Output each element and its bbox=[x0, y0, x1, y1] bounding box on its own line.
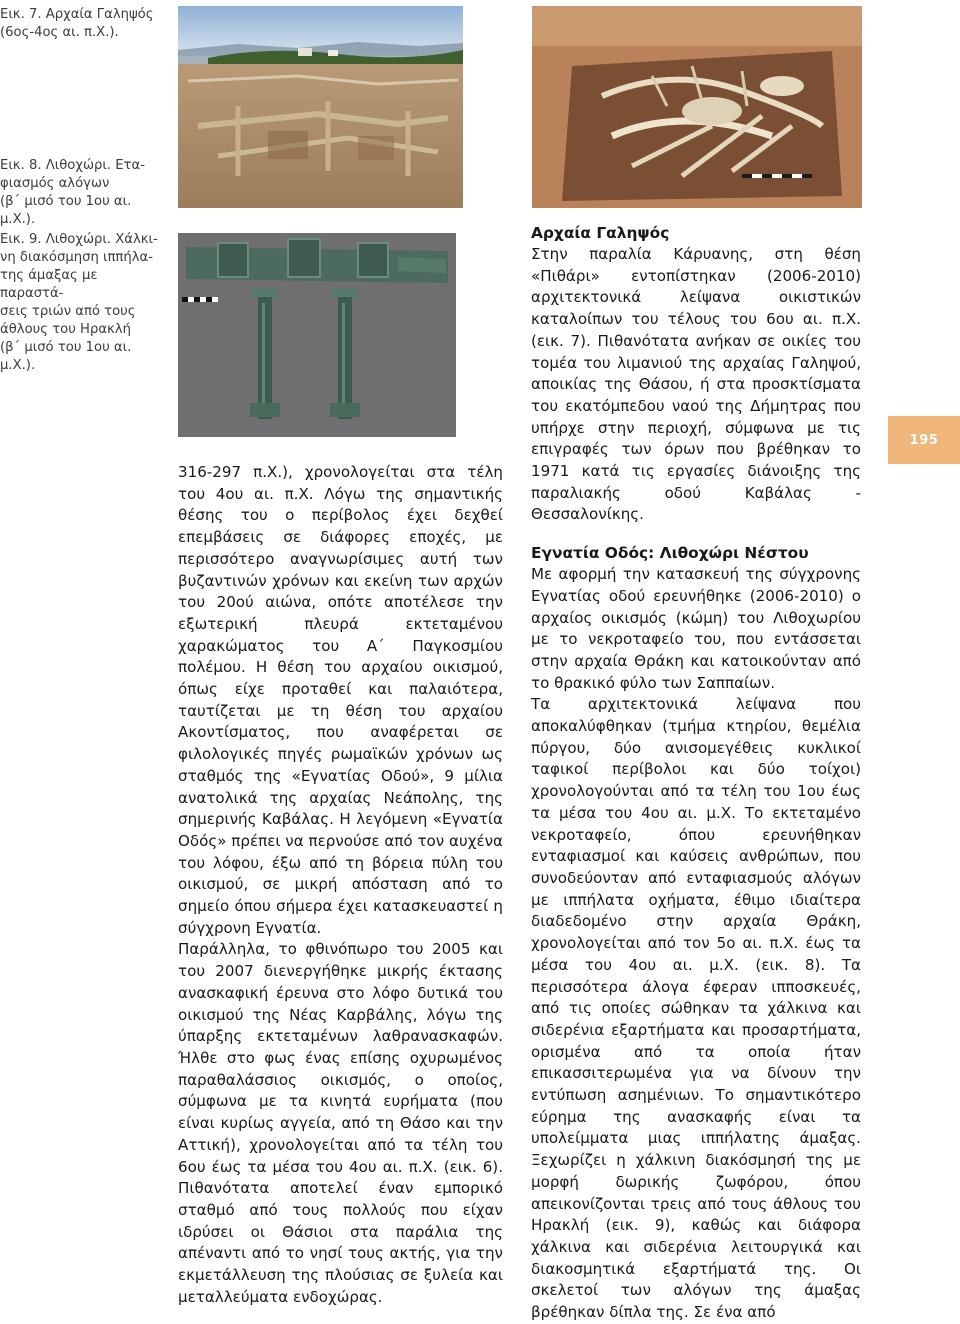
excavation-photo bbox=[178, 6, 463, 208]
section-heading-egnatia: Εγνατία Οδός: Λιθοχώρι Νέστου bbox=[531, 544, 809, 563]
body-paragraph: Στην παραλία Κάρυανης, στη θέση «Πιθάρι» εντοπίστηκαν (2006-2010) αρχιτεκτονικά λείψανα οικιστικών καταλοίπων του τέλους του 6ου αι. π.Χ. (εικ. 7). Πιθανότατα ανήκαν σε οικίες του τομέα του λιμανιού της αρχαίας Γαληψού, αποικίας της Θάσου, ή στα προσκτίσματα του εκατόμπεδου ναού της Δήμητρας που υπήρχε στην περιοχή, σύμφωνα με τις επιγραφές των όρων που βρέθηκαν το 1971 κατά τις εργασίες διάνοιξης της παραλιακής οδού Καβάλας - Θεσσαλονίκης. bbox=[531, 245, 861, 524]
section-heading-galipsos: Αρχαία Γαληψός bbox=[531, 224, 670, 242]
middle-text-column bbox=[178, 462, 503, 1308]
horse-burial-photo bbox=[532, 6, 862, 208]
body-paragraph: Τα αρχιτεκτονικά λείψανα που αποκαλύφθηκαν (τμήμα κτηρίου, θεμέλια πύργου, δύο ανισομεγέθεις κυκλικοί ταφικοί περίβολοι και δύο τοίχοι) χρονολογούνται από τα τέλη του 1ου έως τα μέσα του 4ου αι. μ.Χ. Το εκτεταμένο νεκροταφείο, όπου ερευνήθηκαν ενταφιασμοί και καύσεις ανθρώπων, που συνοδεύονταν από ενταφιασμούς αλόγων με ιππήλατα οχήματα, έθιμο ιδιαίτερα διαδεδομένο στην αρχαία Θράκη, χρονολογείται από τον 5ο αι. π.Χ. έως τα μέσα του 4ου αι. μ.Χ. (εικ. 8). Τα περισσότερα άλογα έφεραν ιπποσκευές, από τις οποίες σώθηκαν τα χάλκινα και σιδερένια εξαρτήματα και προσαρτήματα, ορισμένα από τα οποία ήταν επικασσιτερωμένα για να δίνουν την εντύπωση ασημένιων. Το σημαντικότερο εύρημα της ανασκαφής είναι τα υπολείμματα μιας ιππήλατης άμαξας. Ξεχωρίζει η χάλκινη διακόσμησή της με μορφή δωρικής ζωφόρου, όπου απεικονίζονται τρεις από τους άθλους του Ηρακλή (εικ. 9), καθώς και διάφορα χάλκινα και σιδερένια λειτουργικά και διακοσμητικά εξαρτήματά της. Οι σκελετοί των αλόγων της άμαξας βρέθηκαν δίπλα της. Σε ένα από bbox=[531, 695, 861, 1322]
body-paragraph: Με αφορμή την κατασκευή της σύγχρονης Εγνατίας οδού ερευνήθηκε (2006-2010) ο αρχαίος οικισμός (κώμη) του Λιθοχωρίου με το νεκροταφείο του, που εντάσσεται στην αρχαία Θράκη και κατοικούνταν από το θρακικό φύλο των Σαππαίων. bbox=[531, 565, 861, 692]
body-paragraph: 316-297 π.Χ.), χρονολογείται στα τέλη του 4ου αι. π.Χ. Λόγω της σημαντικής θέσης του ο περίβολος έχει δεχθεί επεμβάσεις σε διάφορες εποχές, με περισσότερο αναγνωρίσιμες αυτή των βυζαντινών χρόνων και εκείνη των αρχών του 20ού αιώνα, οπότε αποτέλεσε την εξωτερική πλευρά εκτεταμένου χαρακώματος του Α΄ Παγκοσμίου πολέμου. Η θέση του αρχαίου οικισμού, όπως είχε προταθεί και παλαιότερα, ταυτίζεται με τη θέση του αρχαίου Ακοντίσματος, που αναφέρεται σε φιλολογικές πηγές ρωμαϊκών χρόνων ως σταθμός της «Εγνατίας Οδού», 9 μίλια ανατολικά της αρχαίας Νεάπολης, της σημερινής Καβάλας. Η λεγόμενη «Εγνατία Οδός» πρέπει να περνούσε από τον αυχένα του λόφου, έξω από τη βόρεια πύλη του οικισμού, σε μικρή απόσταση από το σημείο όπου σήμερα έχει κατασκευαστεί η σύγχρονη Εγνατία. bbox=[178, 463, 503, 937]
figure-9-caption: Εικ. 9. Λιθοχώρι. Χάλκι- νη διακόσμηση ιππήλα- της άμαξας με παραστά- σεις τριών από τους άθλους του Ηρακλή (β΄ μισό του 1ου αι. μ.Χ.). bbox=[0, 232, 158, 373]
body-paragraph: Παράλληλα, το φθινόπωρο του 2005 και του 2007 διενεργήθηκε μικρής έκτασης ανασκαφική έρευνα στο λόφο δυτικά του οικισμού της Νέας Καρβάλης, λόγω της ύπαρξης εκτεταμένων λαθρανασκαφών. Ήλθε στο φως ένας επίσης οχυρωμένος παραθαλάσσιος οικισμός, ο οποίος, σύμφωνα με τα κινητά ευρήματα (που είναι κυρίως αγγεία, από τη Θάσο και την Αττική), χρονολογείται από τα τέλη του 6ου έως τα μέσα του 4ου αι. π.Χ. (εικ. 6). Πιθανότατα αποτελεί έναν εμπορικό σταθμό από τους πολλούς που είχαν ιδρύσει οι Θάσιοι στα παράλια της απέναντι από το νησί τους ακτής, για την εκμετάλλευση της πλούσιας σε ξυλεία και μεταλλεύματα ενδοχώρας. bbox=[178, 940, 503, 1306]
figure-8-caption: Εικ. 8. Λιθοχώρι. Ετα- φιασμός αλόγων (β΄ μισό του 1ου αι. μ.Χ.). bbox=[0, 158, 145, 227]
right-text-column bbox=[531, 222, 861, 1324]
page-number: 195 bbox=[888, 416, 960, 464]
bronze-chariot-decoration-photo bbox=[178, 233, 456, 437]
figure-7-caption: Εικ. 7. Αρχαία Γαληψός (6ος-4ος αι. π.Χ.). bbox=[0, 7, 154, 40]
